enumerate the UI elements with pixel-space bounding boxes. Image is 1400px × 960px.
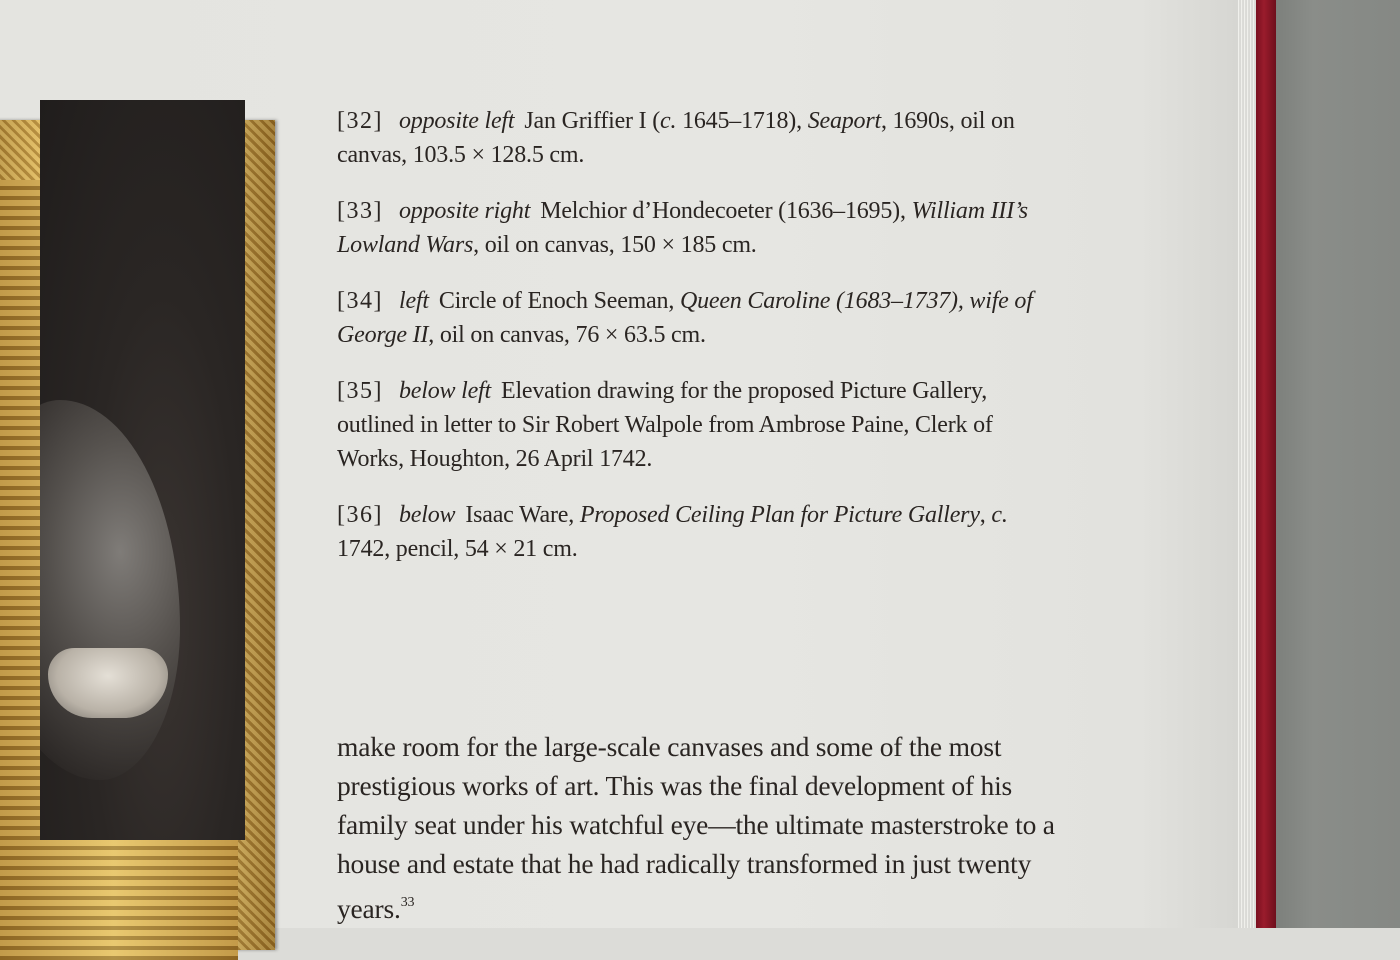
caption-number: [34] [337,288,383,314]
caption-32 [337,104,1057,172]
caption-position: below left [398,378,491,404]
paragraph-text: make room for the large-scale canvases and some of the most prestigious works of art. This was the final development of his family seat under his watchful eye—the ultimate masterstroke to a house and estate that he had radically transformed in just twenty years. [337,731,1055,924]
caption-36 [337,498,1057,566]
caption-position: opposite left [398,108,515,134]
portrait-painting [40,100,245,840]
caption-text: c. [991,502,1008,528]
caption-text: , oil on canvas, 76 × 63.5 cm. [428,322,706,348]
caption-text: Jan Griffier I ( [524,108,661,134]
caption-number: [36] [337,502,383,528]
caption-35 [337,374,1057,476]
caption-position: below [398,502,456,528]
caption-title: Queen Caroline (1683–1737), wife of George II [337,288,1033,348]
caption-text: Elevation drawing for the proposed Picture Gallery, outlined in letter to Sir Robert Walpole from Ambrose Paine, Clerk of Works, Houghton, 26 April 1742. [337,378,993,472]
caption-text: , oil on canvas, 150 × 185 cm. [473,232,757,258]
caption-number: [32] [337,108,383,134]
caption-number: [35] [337,378,383,404]
caption-text: 1742, pencil, 54 × 21 cm. [337,536,578,562]
caption-title: Seaport [807,108,881,134]
caption-text: c. [660,108,677,134]
caption-position: left [398,288,429,314]
caption-text: Isaac Ware, [465,502,580,528]
caption-text: Circle of Enoch Seeman, [438,288,680,314]
caption-text: 1645–1718), [676,108,808,134]
caption-34 [337,284,1057,352]
caption-33 [337,194,1057,262]
book-cover-edge [1256,0,1276,928]
body-paragraph [337,727,1067,928]
caption-text: , [979,502,992,528]
background-surface [1276,0,1400,928]
caption-title: Proposed Ceiling Plan for Picture Gallery [579,502,980,528]
caption-title: William III’s Lowland Wars [337,198,1028,258]
caption-number: [33] [337,198,383,224]
painted-lace-cuff [48,648,168,718]
caption-text: Melchior d’Hondecoeter (1636–1695), [540,198,912,224]
painted-robe [40,400,180,780]
footnote-marker: 33 [400,895,415,910]
caption-list [337,104,1057,588]
caption-text: , 1690s, oil on canvas, 103.5 × 128.5 cm. [337,108,1015,168]
caption-position: opposite right [398,198,531,224]
